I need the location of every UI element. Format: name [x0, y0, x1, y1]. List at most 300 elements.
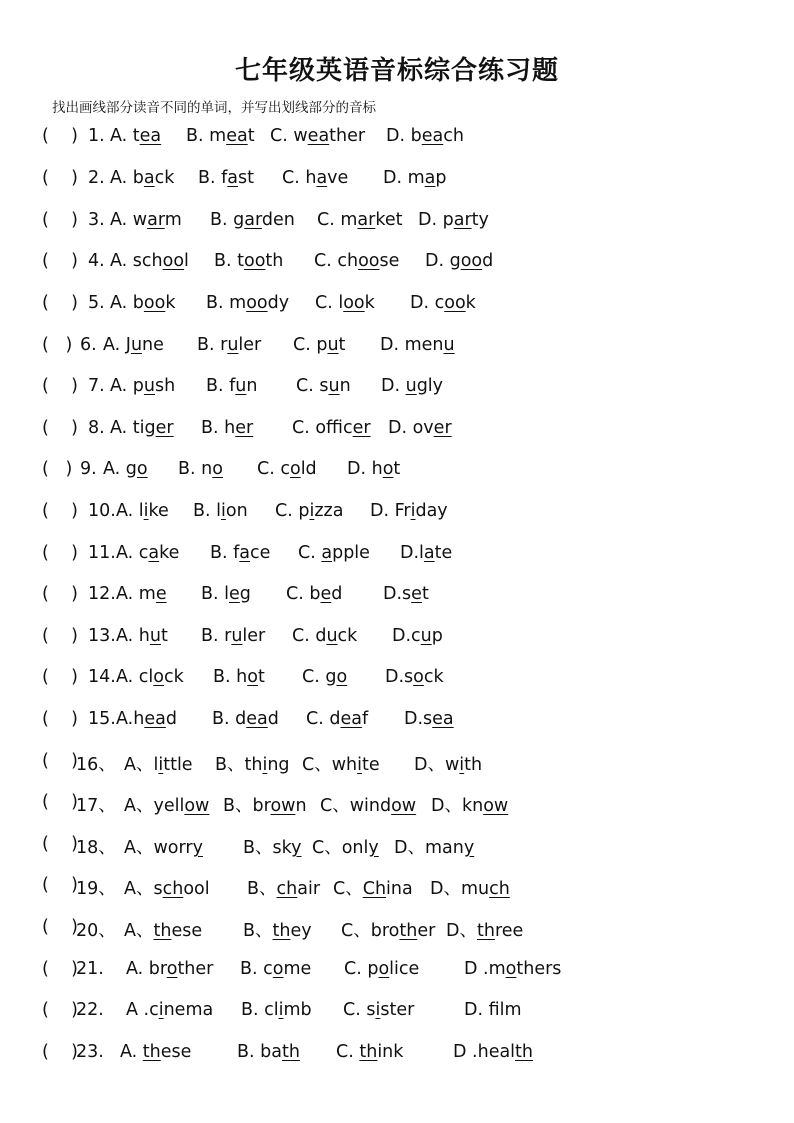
option-word	[464, 959, 561, 979]
option-word	[286, 584, 342, 604]
option-suffix: te	[434, 543, 453, 563]
option-prefix: A、l	[124, 755, 159, 775]
underlined-letters: ea	[246, 709, 268, 729]
option-prefix: D .m	[464, 959, 506, 979]
option-prefix: A. b	[110, 168, 144, 188]
option-word	[103, 459, 148, 479]
option-word	[418, 210, 489, 230]
question-number: 11.	[88, 543, 116, 563]
question-number: 6.	[80, 335, 97, 355]
underlined-letters: o	[505, 959, 517, 979]
option-suffix: th	[464, 755, 483, 775]
option-prefix: D.s	[404, 709, 433, 729]
question-row	[42, 917, 746, 941]
option-word	[343, 1000, 414, 1020]
underlined-letters: ea	[226, 126, 248, 146]
question-number: 4.	[88, 251, 105, 271]
answer-blank[interactable]: ( )	[42, 875, 78, 895]
option-word	[380, 335, 455, 355]
option-word	[270, 126, 365, 146]
underlined-letters: th	[142, 1042, 161, 1062]
option-suffix: me	[283, 959, 312, 979]
option-suffix: ng	[267, 755, 290, 775]
underlined-letters: y	[291, 838, 302, 858]
underlined-letters: a	[239, 543, 251, 563]
option-suffix: lm	[499, 1000, 522, 1020]
answer-blank[interactable]: ( )	[42, 459, 73, 479]
underlined-letters: ea	[139, 126, 162, 146]
option-prefix: C.	[336, 1042, 360, 1062]
answer-blank[interactable]: ( )	[42, 709, 78, 729]
underlined-letters: y	[463, 838, 475, 858]
option-prefix: C、wind	[320, 796, 392, 816]
option-suffix: d	[165, 709, 177, 729]
answer-blank[interactable]: ( )	[42, 168, 78, 188]
option-suffix: d	[482, 251, 494, 271]
option-suffix: g	[239, 584, 251, 604]
question-number: 23.	[76, 1042, 104, 1062]
underlined-letters: oo	[343, 293, 365, 313]
option-word	[212, 709, 279, 729]
option-prefix: A .c	[126, 1000, 159, 1020]
option-prefix: B. d	[212, 709, 247, 729]
underlined-letters: i	[158, 755, 164, 775]
question-number: 21.	[76, 959, 104, 979]
option-prefix: D. f	[464, 1000, 500, 1020]
underlined-letters: oo	[244, 251, 266, 271]
option-suffix: ey	[290, 921, 312, 941]
underlined-letters: u	[231, 626, 243, 646]
option-prefix: C. d	[306, 709, 341, 729]
option-suffix: d	[331, 584, 343, 604]
option-suffix: t	[421, 584, 429, 604]
option-prefix: D. h	[347, 459, 383, 479]
option-prefix: A、s	[124, 879, 163, 899]
option-word	[394, 834, 474, 859]
option-prefix: D、kn	[431, 796, 484, 816]
question-number: 20、	[76, 921, 116, 941]
question-row	[42, 584, 746, 608]
underlined-letters: ea	[144, 709, 166, 729]
option-word	[201, 626, 265, 646]
answer-blank[interactable]: ( )	[42, 376, 78, 396]
underlined-letters: th	[281, 1042, 300, 1062]
option-word	[400, 543, 452, 563]
underlined-letters: i	[278, 1000, 284, 1020]
option-suffix: ool	[183, 879, 210, 899]
option-word	[386, 126, 464, 146]
underlined-letters: o	[336, 667, 348, 687]
option-word	[201, 584, 251, 604]
question-number: 13.	[88, 626, 116, 646]
option-word	[126, 1000, 213, 1020]
option-word	[124, 792, 209, 817]
option-prefix: B. l	[193, 501, 221, 521]
option-prefix: D.	[381, 376, 406, 396]
option-prefix: A. c	[116, 543, 149, 563]
option-word	[126, 959, 213, 979]
underlined-letters: th	[515, 1042, 533, 1062]
question-row	[42, 501, 746, 525]
option-prefix: A. h	[116, 626, 150, 646]
option-word	[314, 251, 399, 271]
question-number: 18、	[76, 838, 116, 858]
question-row	[42, 293, 746, 317]
option-word	[341, 917, 435, 942]
underlined-letters: ar	[147, 210, 165, 230]
option-prefix: B. l	[201, 584, 229, 604]
underlined-letters: o	[413, 667, 424, 687]
underlined-letters: i	[221, 501, 226, 521]
option-word	[383, 584, 429, 604]
underlined-letters: y	[192, 838, 203, 858]
option-prefix: A、worr	[124, 838, 193, 858]
underlined-letters: u	[328, 376, 340, 396]
answer-blank[interactable]: ( )	[42, 1000, 78, 1020]
underlined-letters: a	[423, 543, 435, 563]
question-number: 14.	[88, 667, 116, 687]
question-number: 7.	[88, 376, 105, 396]
option-word	[223, 792, 307, 817]
option-word	[410, 293, 476, 313]
option-prefix: B. f	[210, 543, 240, 563]
option-word	[243, 917, 312, 942]
option-word	[243, 834, 302, 859]
option-prefix: C. s	[296, 376, 329, 396]
answer-blank[interactable]: ( )	[42, 335, 73, 355]
option-prefix: C. ch	[314, 251, 359, 271]
option-suffix: t	[257, 667, 265, 687]
underlined-letters: ow	[483, 796, 509, 816]
question-number: 3.	[88, 210, 105, 230]
question-number: 10.	[88, 501, 116, 521]
option-prefix: B. r	[201, 626, 232, 646]
underlined-letters: u	[130, 335, 143, 355]
option-word	[198, 168, 254, 188]
option-prefix: B. g	[210, 210, 245, 230]
underlined-letters: u	[443, 335, 455, 355]
answer-blank[interactable]: ( )	[42, 543, 78, 563]
option-word	[292, 418, 371, 438]
option-word	[124, 834, 203, 859]
option-suffix: ina	[386, 879, 413, 899]
option-word	[197, 335, 261, 355]
answer-blank[interactable]: ( )	[42, 210, 78, 230]
question-number: 19、	[76, 879, 116, 899]
option-suffix: zza	[314, 501, 344, 521]
answer-blank[interactable]: ( )	[42, 834, 78, 854]
underlined-letters: ea	[307, 126, 330, 146]
underlined-letters: ow	[270, 796, 296, 816]
option-prefix: C. l	[315, 293, 344, 313]
option-prefix: B. ba	[237, 1042, 282, 1062]
option-word	[370, 501, 448, 521]
question-row	[42, 626, 746, 650]
question-number: 9.	[80, 459, 97, 479]
question-row	[42, 459, 746, 483]
option-suffix: ther	[329, 126, 366, 146]
underlined-letters: oo	[460, 251, 483, 271]
answer-blank[interactable]: ( )	[42, 501, 78, 521]
underlined-letters: ar	[453, 210, 472, 230]
underlined-letters: o	[212, 459, 223, 479]
question-number: 12.	[88, 584, 116, 604]
underlined-letters: i	[158, 1000, 164, 1020]
answer-blank[interactable]: ( )	[42, 584, 78, 604]
option-suffix: p	[431, 626, 443, 646]
underlined-letters: oo	[358, 251, 380, 271]
option-word	[425, 251, 493, 271]
question-row	[42, 875, 746, 899]
option-word	[110, 376, 175, 396]
underlined-letters: ch	[162, 879, 184, 899]
option-prefix: D. Fr	[370, 501, 411, 521]
option-suffix: sh	[155, 376, 176, 396]
option-word	[210, 210, 295, 230]
underlined-letters: i	[262, 755, 268, 775]
underlined-letters: o	[247, 667, 258, 687]
option-suffix: mb	[283, 1000, 312, 1020]
underlined-letters: i	[143, 501, 149, 521]
question-row	[42, 792, 746, 816]
underlined-letters: oo	[143, 293, 166, 313]
option-prefix: B、th	[215, 755, 263, 775]
option-suffix: ke	[148, 501, 169, 521]
option-prefix: B、sk	[243, 838, 292, 858]
option-word	[344, 959, 419, 979]
option-word	[430, 875, 510, 900]
question-number: 17、	[76, 796, 116, 816]
underlined-letters: u	[327, 335, 339, 355]
underlined-letters: e	[411, 584, 422, 604]
option-word	[381, 376, 443, 396]
option-suffix: m	[164, 210, 182, 230]
option-prefix: A、	[124, 921, 154, 941]
option-suffix: ld	[300, 459, 317, 479]
option-word	[347, 459, 400, 479]
option-suffix: ck	[164, 667, 184, 687]
option-prefix: C. p	[275, 501, 310, 521]
option-word	[302, 751, 380, 776]
option-word	[333, 875, 413, 900]
option-word	[215, 751, 290, 776]
underlined-letters: e	[229, 584, 240, 604]
option-word	[312, 834, 379, 859]
option-word	[186, 126, 255, 146]
option-word	[116, 501, 169, 521]
underlined-letters: oo	[162, 251, 185, 271]
underlined-letters: u	[143, 376, 155, 396]
option-prefix: B、	[247, 879, 277, 899]
option-suffix: ch	[443, 126, 464, 146]
option-prefix: B. r	[197, 335, 228, 355]
option-prefix: D. ov	[388, 418, 434, 438]
option-suffix: n	[339, 376, 351, 396]
option-prefix: C. g	[302, 667, 337, 687]
option-prefix: C. c	[257, 459, 290, 479]
option-word	[110, 126, 161, 146]
underlined-letters: er	[155, 418, 174, 438]
option-prefix: A. p	[110, 376, 144, 396]
underlined-letters: th	[359, 1042, 378, 1062]
question-row	[42, 168, 746, 192]
option-prefix: D、w	[414, 755, 460, 775]
option-word	[116, 667, 184, 687]
answer-blank[interactable]: ( )	[42, 917, 78, 937]
option-suffix: ve	[327, 168, 349, 188]
option-suffix: ree	[494, 921, 524, 941]
option-word	[210, 543, 270, 563]
option-suffix: k	[364, 293, 375, 313]
option-suffix: den	[261, 210, 295, 230]
option-word	[124, 875, 210, 900]
option-prefix: D. m	[383, 168, 425, 188]
underlined-letters: er	[433, 418, 452, 438]
underlined-letters: a	[316, 168, 328, 188]
option-word	[110, 251, 189, 271]
answer-blank[interactable]: ( )	[42, 251, 78, 271]
underlined-letters: o	[166, 959, 178, 979]
answer-blank[interactable]: ( )	[42, 293, 78, 313]
underlined-letters: a	[321, 543, 333, 563]
option-suffix: t	[160, 626, 168, 646]
answer-blank[interactable]: ( )	[42, 418, 78, 438]
option-prefix: C. w	[270, 126, 308, 146]
option-word	[302, 667, 347, 687]
option-suffix: n	[246, 376, 258, 396]
option-prefix: C.	[298, 543, 322, 563]
answer-blank[interactable]: ( )	[42, 751, 78, 771]
option-word	[178, 459, 223, 479]
option-word	[464, 1000, 522, 1020]
underlined-letters: ea	[432, 709, 454, 729]
option-word	[206, 293, 289, 313]
underlined-letters: o	[136, 459, 148, 479]
option-prefix: C、onl	[312, 838, 369, 858]
answer-blank[interactable]: ( )	[42, 667, 78, 687]
question-row	[42, 543, 746, 567]
option-prefix: A. g	[103, 459, 137, 479]
question-row	[42, 834, 746, 858]
answer-blank[interactable]: ( )	[42, 1042, 78, 1062]
underlined-letters: th	[476, 921, 495, 941]
option-word	[103, 335, 164, 355]
underlined-letters: i	[410, 501, 416, 521]
option-suffix: air	[297, 879, 321, 899]
underlined-letters: u	[326, 626, 338, 646]
option-prefix: A. J	[103, 335, 131, 355]
option-prefix: D. b	[386, 126, 422, 146]
option-prefix: B. t	[214, 251, 244, 271]
option-suffix: ck	[154, 168, 175, 188]
option-word	[110, 210, 182, 230]
underlined-letters: a	[227, 168, 239, 188]
question-row	[42, 376, 746, 400]
option-suffix: n	[295, 796, 307, 816]
option-word	[317, 210, 402, 230]
option-prefix: A、yell	[124, 796, 185, 816]
underlined-letters: ow	[391, 796, 417, 816]
page-title: 七年级英语音标综合练习题	[234, 56, 559, 86]
question-row	[42, 335, 746, 359]
underlined-letters: oo	[444, 293, 466, 313]
answer-blank[interactable]: ( )	[42, 792, 78, 812]
underlined-letters: th	[153, 921, 172, 941]
question-number: 8.	[88, 418, 105, 438]
underlined-letters: i	[357, 755, 362, 775]
underlined-letters: e	[320, 584, 332, 604]
option-suffix: ler	[238, 335, 262, 355]
option-word	[431, 792, 508, 817]
underlined-letters: a	[143, 168, 155, 188]
question-row	[42, 1042, 746, 1066]
option-prefix: C. p	[293, 335, 328, 355]
question-row	[42, 251, 746, 275]
underlined-letters: u	[227, 335, 239, 355]
option-suffix: on	[225, 501, 248, 521]
option-suffix: ck	[337, 626, 358, 646]
option-prefix: A. w	[110, 210, 148, 230]
question-number: 1.	[88, 126, 105, 146]
underlined-letters: th	[272, 921, 291, 941]
underlined-letters: a	[148, 543, 160, 563]
underlined-letters: ea	[340, 709, 362, 729]
option-prefix: A.	[120, 1042, 143, 1062]
option-prefix: A. tig	[110, 418, 156, 438]
question-row	[42, 959, 746, 983]
option-prefix: B. f	[206, 376, 236, 396]
underlined-letters: o	[289, 459, 301, 479]
option-word	[116, 543, 179, 563]
option-suffix: se	[379, 251, 400, 271]
option-suffix: ster	[380, 1000, 415, 1020]
underlined-letters: oo	[246, 293, 268, 313]
option-suffix: ese	[171, 921, 203, 941]
answer-blank[interactable]: ( )	[42, 626, 78, 646]
option-prefix: D. g	[425, 251, 461, 271]
option-prefix: D. c	[410, 293, 445, 313]
option-prefix: D、mu	[430, 879, 490, 899]
option-prefix: C、wh	[302, 755, 358, 775]
option-prefix: D.l	[400, 543, 424, 563]
option-suffix: k	[165, 293, 176, 313]
option-suffix: te	[362, 755, 380, 775]
option-suffix: gly	[416, 376, 444, 396]
question-row	[42, 126, 746, 150]
answer-blank[interactable]: ( )	[42, 126, 78, 146]
option-prefix: B. f	[198, 168, 228, 188]
answer-blank[interactable]: ( )	[42, 959, 78, 979]
option-suffix: t	[338, 335, 346, 355]
underlined-letters: o	[272, 959, 284, 979]
option-suffix: ese	[160, 1042, 192, 1062]
option-prefix: D. men	[380, 335, 444, 355]
option-prefix: D.c	[392, 626, 421, 646]
option-word	[193, 501, 248, 521]
option-prefix: B、	[243, 921, 273, 941]
option-prefix: A. br	[126, 959, 167, 979]
option-prefix: C、bro	[341, 921, 400, 941]
underlined-letters: o	[378, 959, 390, 979]
underlined-letters: Ch	[362, 879, 387, 899]
option-prefix: B. h	[201, 418, 236, 438]
underlined-letters: ch	[276, 879, 298, 899]
option-word	[414, 751, 482, 776]
option-word	[292, 626, 357, 646]
question-row	[42, 751, 746, 775]
option-suffix: ink	[377, 1042, 404, 1062]
option-prefix: D.s	[385, 667, 414, 687]
